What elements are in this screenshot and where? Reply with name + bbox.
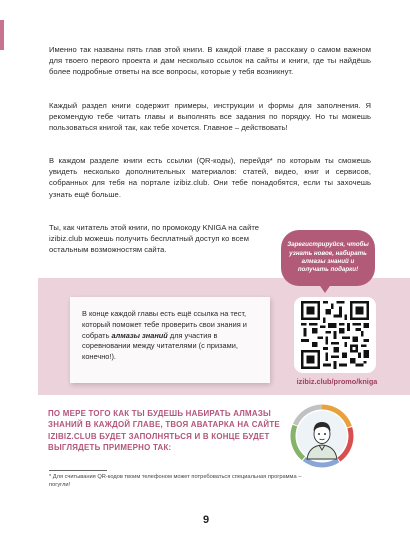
note-emphasis: алмазы знаний — [111, 330, 168, 340]
avatar-progress-icon — [290, 404, 354, 468]
test-note-text — [82, 309, 262, 363]
page-number: 9 — [202, 514, 210, 526]
paragraph-promo-code: Ты, как читатель этой книги, по промокоду KNIGA на сайте izibiz.club можешь получить бесплатный доступ ко всем остальным возможностям сайта. — [49, 223, 260, 255]
avatar — [290, 404, 354, 468]
speech-bubble-tail — [318, 283, 332, 293]
promo-url[interactable]: izibiz.club/promo/kniga — [296, 377, 378, 386]
note-text-end: для участия в соревновании между читателями (с призами, конечно!). — [82, 330, 238, 362]
register-speech-bubble — [281, 230, 375, 286]
footnote: * Для считывания QR-кодов твоим телефоном может потребоваться специальная программа – погугли! — [49, 474, 302, 488]
paragraph-chapters: Именно так названы пять глав этой книги. В каждой главе я расскажу о самом важном для твоего первого проекта и дам несколько ссылок на сайты и книги, где ты найдёшь более подробные ответы на все вопросы, которые у тебя возникнут. — [49, 45, 371, 77]
paragraph-qr-links: В каждом разделе книги есть ссылки (QR-коды), перейдя* по которым ты сможешь увидеть несколько дополнительных материалов: статей, видео, книг и сервисов, собранных для тебя на портале izibiz.club. Они тебе понадобятся, если ты захочешь узнать ещё больше. — [49, 156, 371, 199]
bubble-text: Зарегистрируйся, чтобы узнать новое, набирать алмазы знаний и получать подарки! — [287, 241, 369, 274]
qr-code-icon — [301, 301, 369, 369]
paragraph-sections: Каждый раздел книги содержит примеры, инструкции и формы для заполнения. Я рекомендую тебе читать главы и выполнять все задания по порядку. Но ты можешь пользоваться книгой так, как тебе хочется. Главное – действовать! — [49, 101, 371, 133]
page-edge-tab — [0, 20, 4, 50]
avatar-callout: ПО МЕРЕ ТОГО КАК ТЫ БУДЕШЬ НАБИРАТЬ АЛМАЗЫ ЗНАНИЙ В КАЖДОЙ ГЛАВЕ, ТВОЯ АВАТАРКА НА САЙТЕ IZIBIZ.CLUB БУДЕТ ЗАПОЛНЯТЬСЯ И В КОНЦЕ БУДЕТ ВЫГЛЯДЕТЬ ПРИМЕРНО ТАК: — [48, 409, 280, 452]
qr-code[interactable] — [294, 297, 376, 373]
note-text-start: В конце каждой главы есть ещё ссылка на тест, который поможет тебе проверить свои знания и собрать — [82, 309, 247, 340]
footnote-divider — [49, 470, 107, 471]
